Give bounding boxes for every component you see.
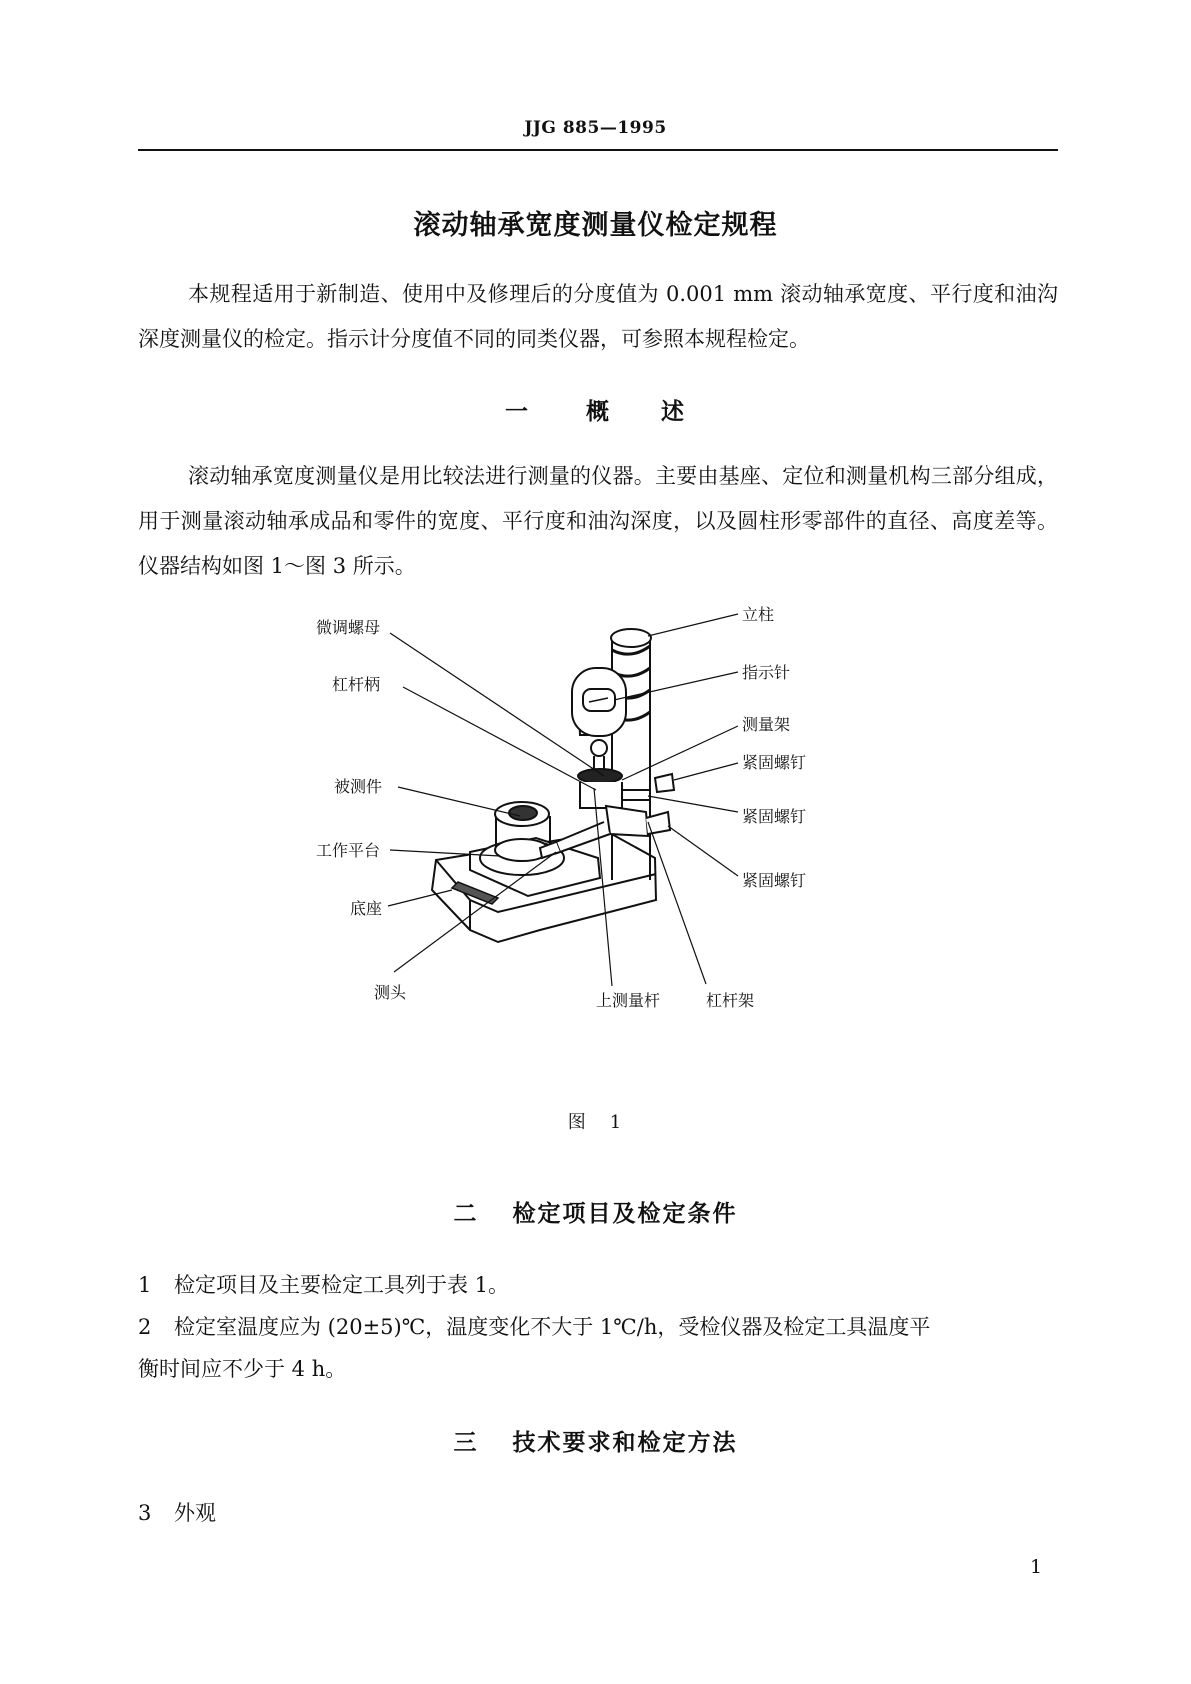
label-fine-adjust-nut: 微调螺母 [316, 618, 381, 637]
clause-2 [138, 1306, 1058, 1348]
label-indicator-needle: 指示针 [742, 663, 791, 682]
section-1-heading [0, 393, 1191, 426]
label-clamp-screw-3: 紧固螺钉 [742, 871, 807, 890]
label-lever-handle: 杠杆柄 [332, 675, 381, 694]
clause-text: 检定室温度应为 (20±5)℃，温度变化不大于 1℃/h，受检仪器及检定工具温度平 [174, 1315, 931, 1339]
label-base: 底座 [350, 899, 383, 918]
instrument-drawing [432, 629, 674, 942]
section-1-paragraph: 滚动轴承宽度测量仪是用比较法进行测量的仪器。主要由基座、定位和测量机构三部分组成，用于测量滚动轴承成品和零件的宽度、平行度和油沟深度，以及圆柱形零部件的直径、高度差等。仪器结构如图 1～图 3 所示。 [138, 464, 1058, 578]
intro-paragraph: 本规程适用于新制造、使用中及修理后的分度值为 0.001 mm 滚动轴承宽度、平行度和油沟深度测量仪的检定。指示计分度值不同的同类仪器，可参照本规程检定。 [138, 282, 1058, 351]
figure-caption-number: 1 [609, 1112, 624, 1133]
clause-2-continuation: 衡时间应不少于 4 h。 [138, 1357, 347, 1381]
section-2-title: 检定项目及检定条件 [512, 1201, 738, 1227]
label-clamp-screw-1: 紧固螺钉 [742, 753, 807, 772]
section-1-title: 概 述 [586, 399, 686, 425]
label-measured-piece: 被测件 [334, 777, 383, 796]
label-probe: 测头 [374, 983, 407, 1002]
clause-text: 外观 [174, 1501, 216, 1525]
section-1-number: 一 [505, 399, 530, 425]
clause-number: 1 [138, 1273, 152, 1297]
document-title: 滚动轴承宽度测量仪检定规程 [413, 210, 778, 241]
label-clamp-screw-2: 紧固螺钉 [742, 807, 807, 826]
section-3-heading [0, 1424, 1191, 1457]
section-3-number: 三 [453, 1430, 479, 1456]
section-3-title: 技术要求和检定方法 [512, 1430, 738, 1456]
clause-1 [138, 1264, 1058, 1306]
figure-leader-lines [388, 614, 738, 986]
clause-text: 检定项目及主要检定工具列于表 1。 [174, 1273, 510, 1297]
clause-number: 3 [138, 1501, 152, 1525]
label-lever-frame: 杠杆架 [706, 991, 755, 1010]
clause-number: 2 [138, 1315, 152, 1339]
label-work-platform: 工作平台 [316, 841, 381, 860]
header-rule [138, 149, 1058, 151]
clause-3 [138, 1492, 1058, 1534]
section-2-number: 二 [453, 1201, 479, 1227]
page-number: 1 [1030, 1556, 1043, 1578]
label-upper-measuring-rod: 上测量杆 [596, 991, 661, 1010]
figure-1-illustration [300, 595, 860, 1035]
section-2-heading [0, 1195, 1191, 1228]
figure-caption-label: 图 [567, 1112, 588, 1133]
figure-1-caption [0, 1108, 1191, 1134]
label-measuring-frame: 测量架 [742, 715, 791, 734]
document-code-header: JJG 885—1995 [524, 118, 667, 138]
label-column: 立柱 [742, 605, 775, 624]
